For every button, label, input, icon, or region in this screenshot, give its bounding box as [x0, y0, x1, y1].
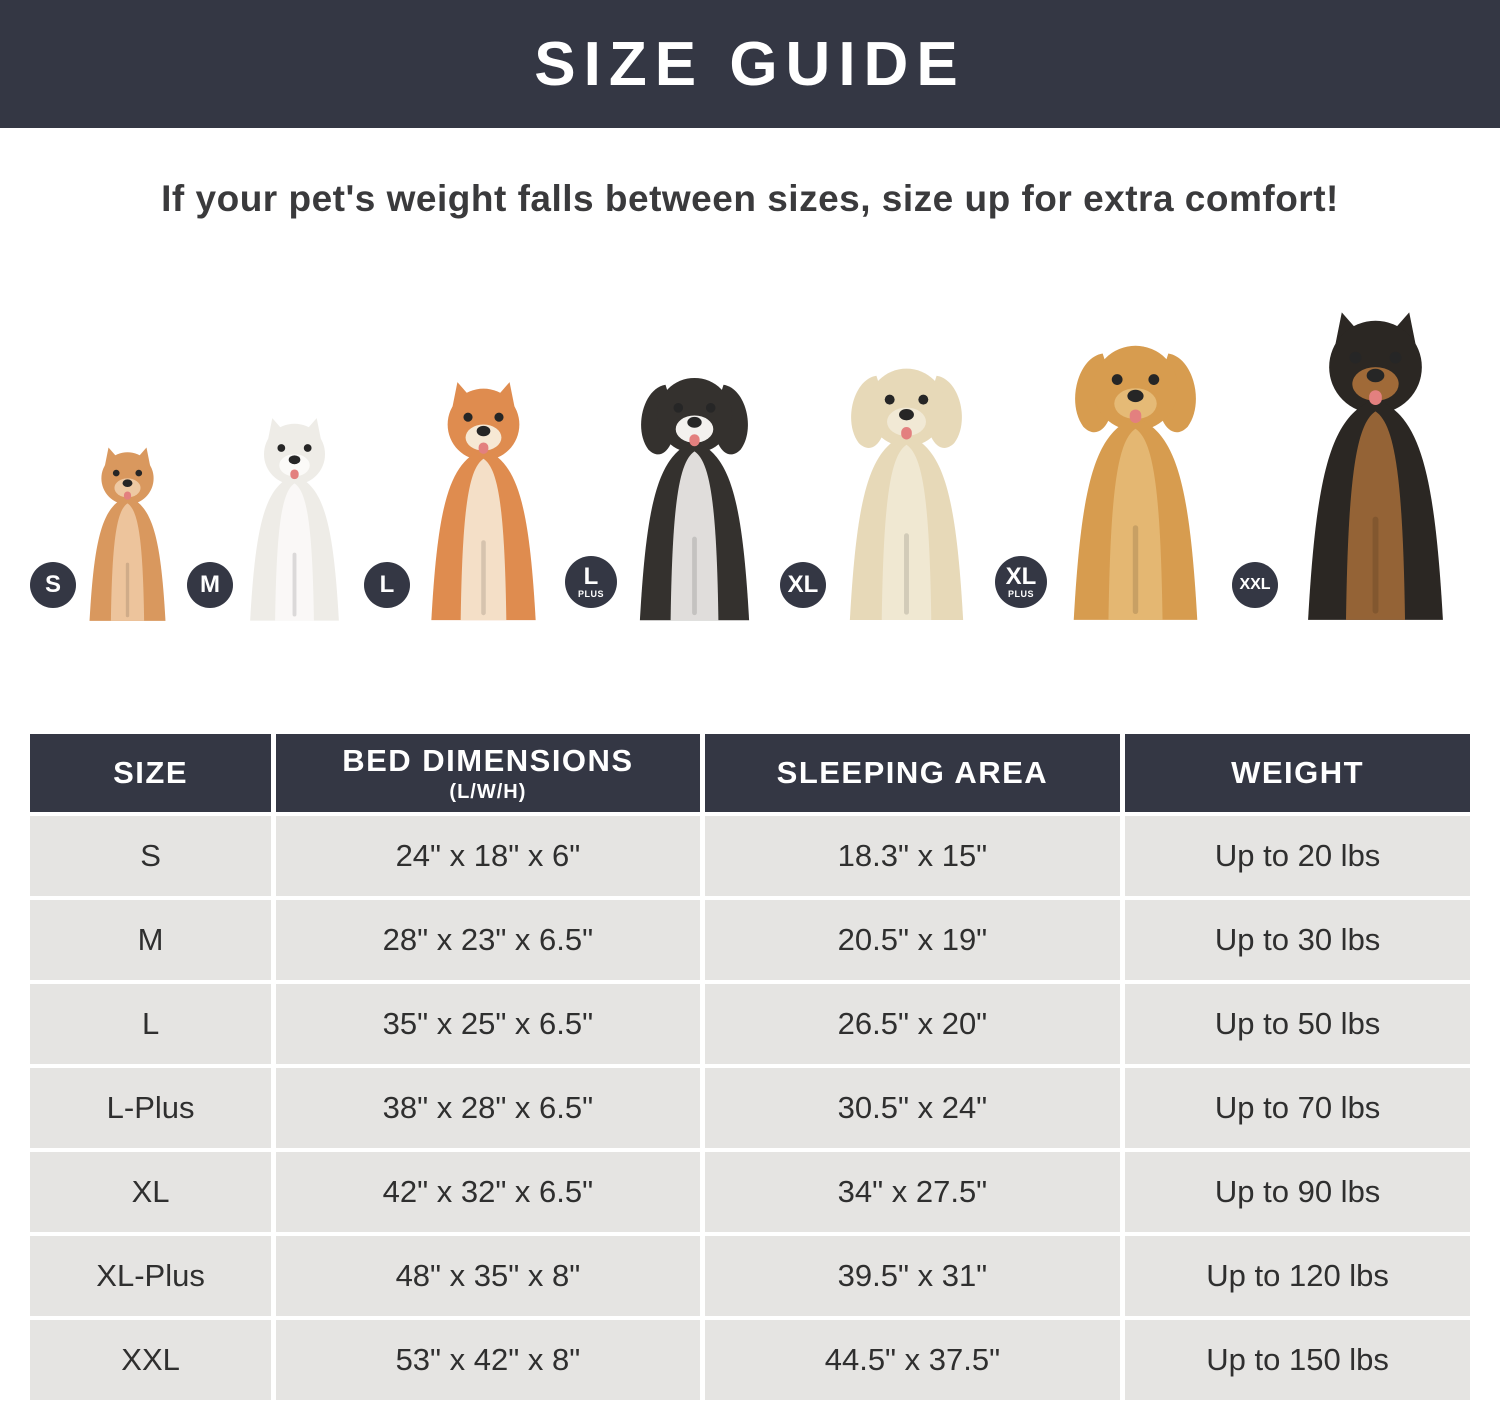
labrador-dog-icon [818, 356, 995, 622]
row-xl-plus-sleep-cell: 39.5" x 31" [705, 1236, 1121, 1316]
pomeranian-dog-icon [68, 444, 187, 622]
row-m-weight-cell: Up to 30 lbs [1125, 900, 1470, 980]
row-xxl-sleep-cell: 44.5" x 37.5" [705, 1320, 1121, 1400]
row-l-plus-sleep-cell: 30.5" x 24" [705, 1068, 1121, 1148]
subtitle-text: If your pet's weight falls between sizes, size up for extra comfort! [161, 178, 1339, 219]
row-xl-bed-cell: 42" x 32" x 6.5" [276, 1152, 700, 1232]
size-badge-label: M [200, 571, 220, 598]
dogs-row [0, 256, 1500, 622]
doberman-dog-icon [1270, 306, 1481, 622]
row-s-bed-cell: 24" x 18" x 6" [276, 816, 700, 896]
row-xxl-weight-cell: Up to 150 lbs [1125, 1320, 1470, 1400]
column-header-sublabel: (L/W/H) [449, 780, 527, 803]
row-s-size-cell: S [30, 816, 271, 896]
dog-item-shiba-inu [364, 377, 565, 622]
size-badge-label: XL [1005, 563, 1037, 590]
row-m-size-cell: M [30, 900, 271, 980]
column-header-label: WEIGHT [1231, 755, 1365, 790]
row-s-sleep-cell: 18.3" x 15" [705, 816, 1121, 896]
row-m-bed-cell: 28" x 23" x 6.5" [276, 900, 700, 980]
row-xl-plus-weight-cell: Up to 120 lbs [1125, 1236, 1470, 1316]
size-badge-label: S [44, 571, 61, 598]
size-badge-label: XXL [1239, 576, 1271, 593]
column-header-bed-dimensions [276, 734, 700, 812]
size-badge-label: L [583, 563, 599, 590]
row-m-sleep-cell: 20.5" x 19" [705, 900, 1121, 980]
size-table [30, 734, 1470, 1400]
row-l-size-cell: L [30, 984, 271, 1064]
french-bulldog-dog-icon [225, 414, 364, 622]
row-xl-plus-bed-cell: 48" x 35" x 8" [276, 1236, 700, 1316]
size-badge-xxl [1232, 562, 1278, 608]
row-l-bed-cell: 35" x 25" x 6.5" [276, 984, 700, 1064]
shiba-inu-dog-icon [402, 377, 565, 622]
dog-item-border-collie [565, 366, 780, 622]
page-title: SIZE GUIDE [534, 29, 966, 99]
size-badge-label: XL [787, 571, 819, 598]
row-xl-plus-size-cell: XL-Plus [30, 1236, 271, 1316]
row-l-plus-size-cell: L-Plus [30, 1068, 271, 1148]
column-header-weight [1125, 734, 1470, 812]
row-l-plus-weight-cell: Up to 70 lbs [1125, 1068, 1470, 1148]
column-header-label: BED DIMENSIONS [342, 742, 634, 778]
column-header-sleeping-area [705, 734, 1121, 812]
dog-item-golden-retriever [995, 332, 1232, 622]
size-badge-l-plus [565, 556, 617, 608]
column-header-label: SIZE [113, 755, 189, 790]
column-header-size [30, 734, 271, 812]
golden-retriever-dog-icon [1039, 332, 1232, 622]
column-header-label: SLEEPING AREA [776, 755, 1049, 790]
row-l-sleep-cell: 26.5" x 20" [705, 984, 1121, 1064]
row-xl-weight-cell: Up to 90 lbs [1125, 1152, 1470, 1232]
dog-item-labrador [780, 356, 995, 622]
size-badge-s [30, 562, 76, 608]
row-xl-size-cell: XL [30, 1152, 271, 1232]
dog-item-doberman [1232, 306, 1481, 622]
size-badge-xl-plus [995, 556, 1047, 608]
row-xxl-bed-cell: 53" x 42" x 8" [276, 1320, 700, 1400]
dog-item-french-bulldog [187, 414, 364, 622]
size-badge-sublabel: PLUS [1007, 589, 1034, 599]
row-s-weight-cell: Up to 20 lbs [1125, 816, 1470, 896]
size-badge-xl [780, 562, 826, 608]
size-badge-label: L [379, 571, 395, 598]
size-badge-l [364, 562, 410, 608]
row-xl-sleep-cell: 34" x 27.5" [705, 1152, 1121, 1232]
size-badge-m [187, 562, 233, 608]
row-l-plus-bed-cell: 38" x 28" x 6.5" [276, 1068, 700, 1148]
size-badge-sublabel: PLUS [577, 589, 604, 599]
header-banner [0, 0, 1500, 128]
dog-item-pomeranian [30, 444, 187, 622]
border-collie-dog-icon [609, 366, 780, 622]
row-xxl-size-cell: XXL [30, 1320, 271, 1400]
row-l-weight-cell: Up to 50 lbs [1125, 984, 1470, 1064]
